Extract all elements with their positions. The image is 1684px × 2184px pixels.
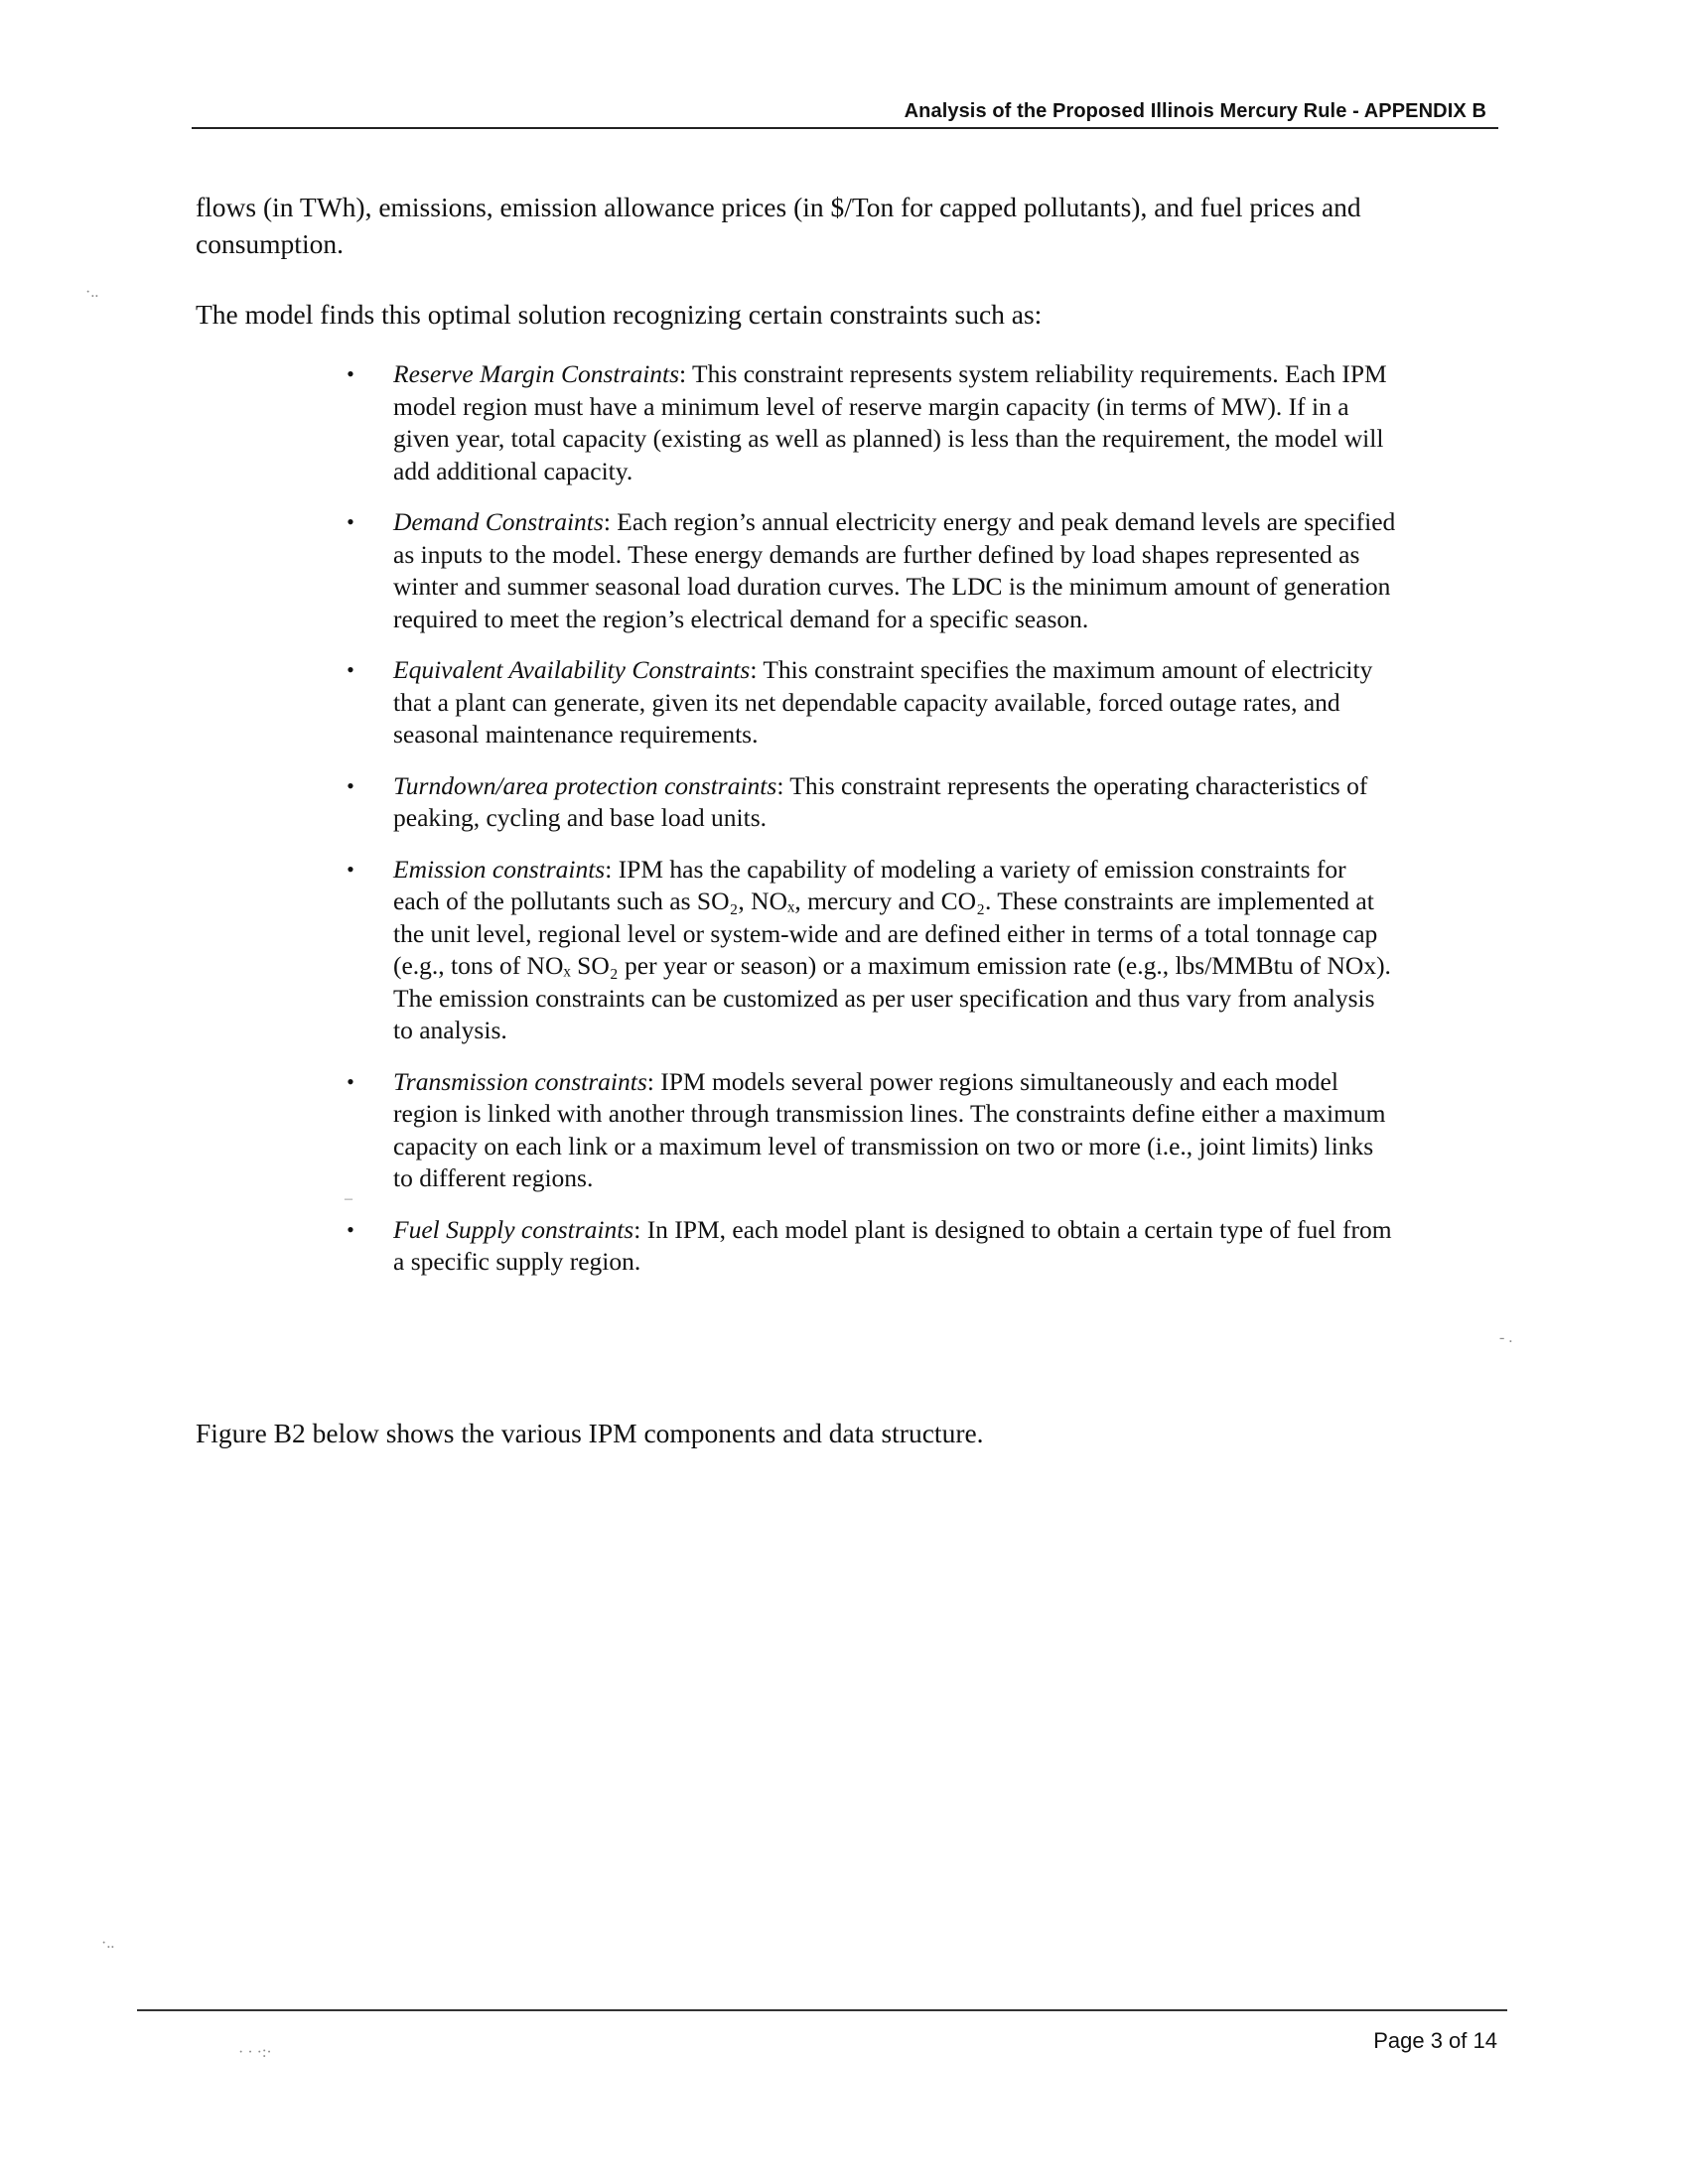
page-header xyxy=(192,91,1498,129)
constraint-name: Fuel Supply constraints xyxy=(393,1214,634,1244)
page-number: Page 3 of 14 xyxy=(1373,2028,1497,2053)
constraint-name: Emission constraints xyxy=(393,854,606,884)
constraint-name: Transmission constraints xyxy=(393,1066,647,1096)
constraint-item xyxy=(344,358,1396,487)
constraint-name: Demand Constraints xyxy=(393,507,604,536)
bullet-icon: • xyxy=(347,657,354,682)
constraint-item xyxy=(344,506,1396,635)
scan-speck: ·.. xyxy=(85,284,99,301)
bullet-icon: • xyxy=(347,856,354,882)
constraint-text: : This constraint represents system reliability requirements. Each IPM model region must have a minimum level of reserve margin capacity (in terms of MW). If in a given year, total capacity (existing as well as planned) is less than the requirement, the model will add additional capacity. xyxy=(393,359,1387,485)
bullet-icon: • xyxy=(347,1068,354,1094)
header-title: Analysis of the Proposed Illinois Mercury Rule - APPENDIX B xyxy=(904,100,1486,122)
scan-speck: – xyxy=(345,1190,352,1207)
scan-speck: · · ·:· xyxy=(238,2044,272,2061)
constraint-item xyxy=(344,770,1396,835)
bullet-icon: • xyxy=(347,1216,354,1242)
constraint-text: : In IPM, each model plant is designed to obtain a certain type of fuel from a specific supply region. xyxy=(393,1214,1392,1276)
constraint-item xyxy=(344,654,1396,751)
bullet-icon: • xyxy=(347,361,354,386)
constraint-text: : Each region’s annual electricity energy and peak demand levels are specified as inputs to the model. These energy demands are further defined by load shapes represented as winter and summer seasonal load duration curves. The LDC is the minimum amount of generation required to meet the region’s electrical demand for a specific season. xyxy=(393,507,1396,633)
intro-paragraph: flows (in TWh), emissions, emission allowance prices (in $/Ton for capped pollutants), and fuel prices and consumption. xyxy=(196,192,1361,259)
bullet-icon: • xyxy=(347,509,354,534)
constraint-item xyxy=(344,854,1396,1047)
constraint-name: Reserve Margin Constraints xyxy=(393,359,680,388)
closing-paragraph: Figure B2 below shows the various IPM components and data structure. xyxy=(196,1418,984,1448)
lead-paragraph: The model finds this optimal solution recognizing certain constraints such as: xyxy=(196,299,1043,330)
constraint-text: : IPM models several power regions simultaneously and each model region is linked with another through transmission lines. The constraints define either a maximum capacity on each link or a maximum level of transmission on two or more (i.e., joint limits) links to different regions. xyxy=(393,1066,1386,1192)
footer-divider xyxy=(137,2009,1507,2011)
constraint-text: : This constraint specifies the maximum amount of electricity that a plant can generate, given its net dependable capacity available, forced outage rates, and seasonal maintenance requirements. xyxy=(393,655,1373,749)
constraint-text: : This constraint represents the operating characteristics of peaking, cycling and base load units. xyxy=(393,770,1368,832)
constraint-name: Turndown/area protection constraints xyxy=(393,770,777,800)
constraint-text: : IPM has the capability of modeling a variety of emission constraints for each of the pollutants such as SO₂, NOₓ, mercury and CO₂. These constraints are implemented at the unit level, regional level or system-wide and are defined either in terms of a total tonnage cap (e.g., tons of NOₓ SO₂ per year or season) or a maximum emission rate (e.g., lbs/MMBtu of NOx). The emission constraints can be customized as per user specification and thus vary from analysis to analysis. xyxy=(393,854,1391,1044)
constraint-name: Equivalent Availability Constraints xyxy=(393,655,751,684)
constraint-item xyxy=(344,1066,1396,1195)
scan-speck: - . xyxy=(1499,1329,1513,1346)
constraints-list xyxy=(344,358,1396,1297)
bullet-icon: • xyxy=(347,772,354,798)
scan-speck: ·.. xyxy=(101,1935,115,1952)
constraint-item xyxy=(344,1214,1396,1279)
